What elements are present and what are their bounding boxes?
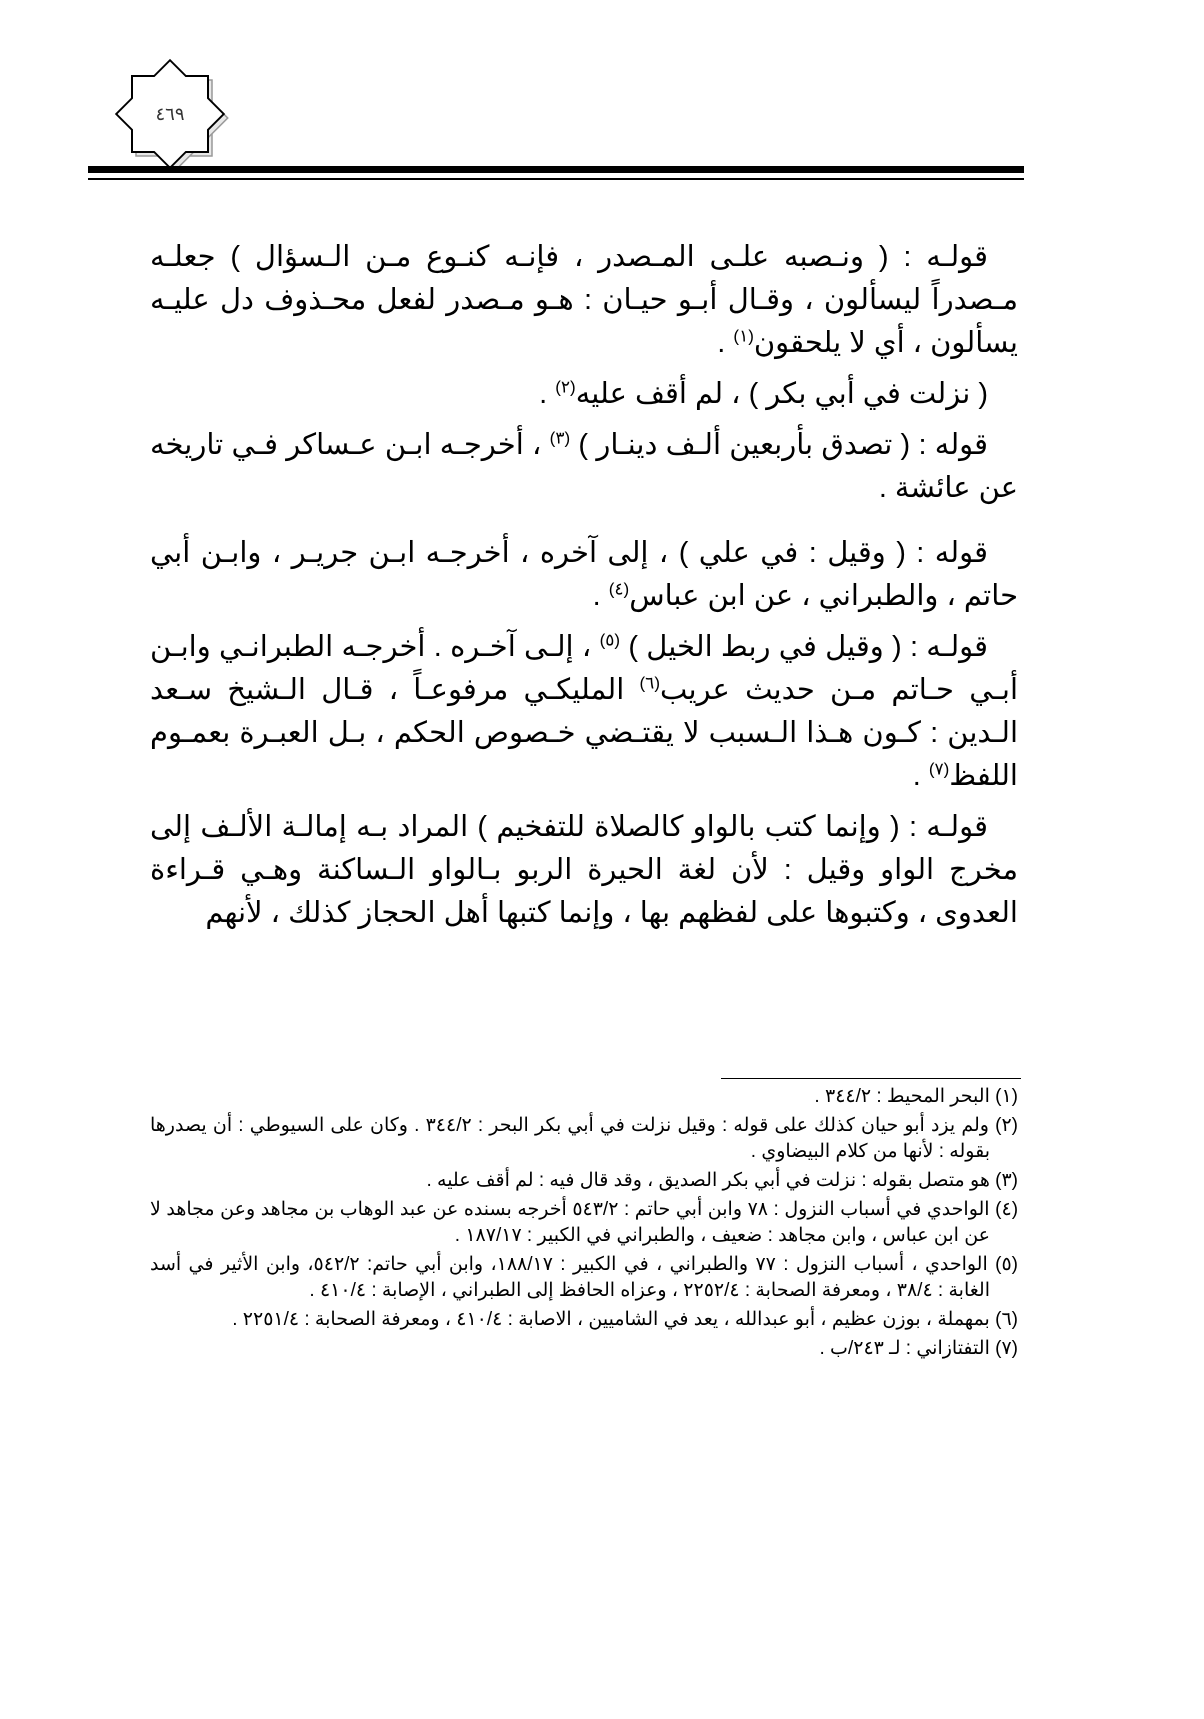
- footnote: (٦) بمهملة ، بوزن عظيم ، أبو عبدالله ، يعد في الشاميين ، الاصابة : ٤١٠/٤ ، ومعرفة الصحابة : ٢٢٥١/٤ .: [232, 1309, 1018, 1330]
- footnote-ref: (٤): [608, 579, 630, 599]
- paragraph: قولـه : ( وقيل في ربط الخيل ) $^{(٥)}$ ، إلـى آخـره . أخرجـه الطبرانـي وابـن أبـي حـاتم مـن حديث عريب$^{(٦)}$ المليكـي مرفوعـاً ، قـال الـشيخ سـعد الـدين : كـون هـذا الـسبب لا يقتـضي خـصوص الحكم ، بـل العبـرة بعمـوم اللفظ$^{(٧)}$ .: [150, 630, 1019, 792]
- paragraph: قوله : ( وقيل : في علي ) ، إلى آخره ، أخرجـه ابـن جريـر ، وابـن أبي حاتم ، والطبراني ، عن ابن عباس$^{(٤)}$ .: [150, 537, 1018, 612]
- header-rule-thick: [88, 166, 1024, 173]
- footnote: (٥) الواحدي ، أسباب النزول : ٧٧ والطبراني ، في الكبير : ١٨٨/١٧، وابن أبي حاتم: ٥٤٢/٢، وابن الأثير في أسد الغابة : ٣٨/٤ ، ومعرفة الصحابة : ٢٢٥٢/٤ ، وعزاه الحافظ إلى الطبراني ، الإصابة : ٤١٠/٤ .: [150, 1254, 1018, 1301]
- footnote: (١) البحر المحيط : ٣٤٤/٢ .: [814, 1086, 1018, 1107]
- main-text: [150, 236, 1018, 943]
- page-number: ٤٦٩: [155, 103, 185, 125]
- footnote-ref: (١): [733, 326, 754, 346]
- paragraph: ( نزلت في أبي بكر ) ، لم أقف عليه$^{(٢)}$ .: [539, 377, 988, 410]
- footnote: (٢) ولم يزد أبو حيان كذلك على قوله : وقيل نزلت في أبي بكر البحر : ٣٤٤/٢ . وكان على السيوطي : أن يصدرها بقوله : لأنها من كلام البيضاوي .: [150, 1115, 1018, 1162]
- footnote-ref: (٥): [599, 630, 621, 650]
- footnote: (٣) هو متصل بقوله : نزلت في أبي بكر الصديق ، وقد قال فيه : لم أقف عليه .: [426, 1170, 1018, 1191]
- footnote: (٤) الواحدي في أسباب النزول : ٧٨ وابن أبي حاتم : ٥٤٣/٢ أخرجه بسنده عن عبد الوهاب بن مجاهد وعن مجاهد لا عن ابن عباس ، وابن مجاهد : ضعيف ، والطبراني في الكبير : ١٨٧/١٧ .: [150, 1199, 1019, 1246]
- header-rule-thin: [88, 178, 1024, 180]
- footnote-separator: [721, 1078, 1021, 1079]
- paragraph: قولـه : ( وإنما كتب بالواو كالصلاة للتفخيم ) المراد بـه إمالـة الألـف إلى مخرج الواو وقيل : لأن لغة الحيرة الربو بـالواو الـساكنة وهـي قـراءة العدوى ، وكتبوها على لفظهم بها ، وإنما كتبها أهل الحجاز كذلك ، لأنهم: [150, 811, 1018, 929]
- footnote-ref: (٧): [928, 759, 950, 779]
- paragraph: قولـه : ( ونـصبه علـى المـصدر ، فإنـه كنـوع مـن الـسؤال ) جعلـه مـصدراً ليسألون ، وقـال أبـو حيـان : هـو مـصدر لفعل محـذوف دل عليـه يسألون ، أي لا يلحقون$^{(١)}$ .: [150, 241, 1018, 359]
- paragraph: قوله : ( تصدق بأربعين ألـف دينـار ) $^{(٣)}$ ، أخرجـه ابـن عـساكر فـي تاريخه عن عائشة .: [150, 428, 1018, 504]
- footnote-ref: (٦): [639, 673, 660, 693]
- page-number-badge: [106, 50, 234, 178]
- footnote-ref: (٢): [555, 377, 576, 397]
- footnote-ref: (٣): [549, 428, 571, 448]
- footnotes: [150, 1084, 1018, 1365]
- footnote: (٧) التفتازاني : لـ ٢٤٣/ب .: [819, 1338, 1018, 1359]
